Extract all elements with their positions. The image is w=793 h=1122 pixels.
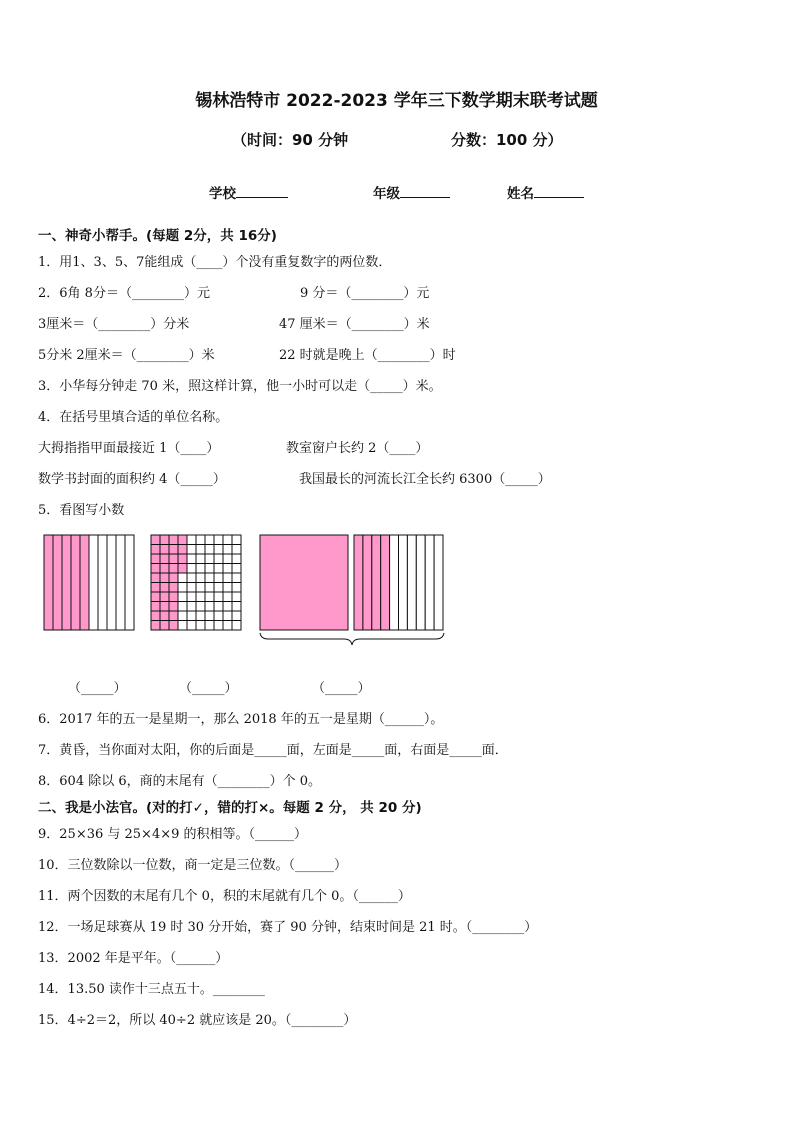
- question-2c: 3厘米＝（________）分米: [38, 317, 190, 332]
- fig2-cell-81: [223, 535, 232, 545]
- fig2-cell-75: [214, 573, 223, 583]
- fig1-strip-3: [62, 535, 71, 630]
- fig2-cell-48: [187, 602, 196, 612]
- question-2f: 22 时就是晚上（________）时: [279, 348, 456, 363]
- fig2-cell-77: [214, 592, 223, 602]
- fig2-cell-73: [214, 554, 223, 564]
- fig2-cell-67: [205, 592, 214, 602]
- fig2-cell-6: [151, 583, 160, 593]
- fig2-cell-51: [196, 535, 205, 545]
- fig2-cell-72: [214, 545, 223, 555]
- fig1-strip-7: [98, 535, 107, 630]
- fig3-strip-10: [434, 535, 443, 630]
- fig2-cell-7: [151, 592, 160, 602]
- exam-score: 分数：100 分）: [451, 131, 563, 149]
- figure-3-answer[interactable]: （_____）: [312, 681, 371, 696]
- brace-icon: [260, 633, 444, 645]
- fig2-cell-60: [196, 621, 205, 631]
- question-11: 11．两个因数的末尾有几个 0，积的末尾就有几个 0。（______）: [38, 889, 411, 904]
- fig2-cell-15: [160, 573, 169, 583]
- fig2-cell-41: [187, 535, 196, 545]
- fig2-cell-34: [178, 564, 187, 574]
- figure-1-answer[interactable]: （_____）: [68, 681, 127, 696]
- fig2-cell-87: [223, 592, 232, 602]
- fig2-cell-10: [151, 621, 160, 631]
- fig1-strip-5: [80, 535, 89, 630]
- question-6: 6．2017 年的五一是星期一，那么 2018 年的五一是星期（______）。: [38, 712, 444, 727]
- fig2-cell-1: [151, 535, 160, 545]
- fig2-cell-96: [232, 583, 241, 593]
- fig2-cell-69: [205, 611, 214, 621]
- question-9: 9．25×36 与 25×4×9 的积相等。（______）: [38, 827, 308, 842]
- school-label: 学校: [209, 186, 236, 202]
- fig3-strip-5: [390, 535, 399, 630]
- question-4c: 数学书封面的面积约 4（_____）: [38, 472, 226, 487]
- fig2-cell-50: [187, 621, 196, 631]
- fig2-cell-98: [232, 602, 241, 612]
- fig2-cell-27: [169, 592, 178, 602]
- fig1-strip-9: [116, 535, 125, 630]
- fig2-cell-54: [196, 564, 205, 574]
- fig3-strip-4: [381, 535, 390, 630]
- fig2-cell-32: [178, 545, 187, 555]
- fig3-strip-3: [372, 535, 381, 630]
- fig2-cell-52: [196, 545, 205, 555]
- fig1-strip-1: [44, 535, 53, 630]
- section-1-title: 一、神奇小帮手。(每题 2分，共 16分): [38, 228, 277, 244]
- fig2-cell-17: [160, 592, 169, 602]
- fig2-cell-45: [187, 573, 196, 583]
- question-15: 15．4÷2＝2，所以 40÷2 就应该是 20。（________）: [38, 1013, 357, 1028]
- question-12: 12．一场足球赛从 19 时 30 分开始，赛了 90 分钟，结束时间是 21 时。（________）: [38, 920, 538, 935]
- fig2-cell-2: [151, 545, 160, 555]
- fig2-cell-43: [187, 554, 196, 564]
- figure-mixed-decimal: [260, 535, 443, 630]
- question-7: 7．黄昏，当你面对太阳，你的后面是_____面，左面是_____面，右面是_____面．: [38, 743, 508, 758]
- fig2-cell-42: [187, 545, 196, 555]
- fig2-cell-91: [232, 535, 241, 545]
- fig2-cell-76: [214, 583, 223, 593]
- fig2-cell-53: [196, 554, 205, 564]
- figure-hundredths-grid: [151, 535, 241, 630]
- question-10: 10．三位数除以一位数，商一定是三位数。（______）: [38, 858, 348, 873]
- fig2-cell-66: [205, 583, 214, 593]
- question-1: 1．用1、3、5、7能组成（____）个没有重复数字的两位数．: [38, 255, 392, 270]
- fig2-cell-56: [196, 583, 205, 593]
- fig2-cell-49: [187, 611, 196, 621]
- fig2-cell-100: [232, 621, 241, 631]
- fig2-cell-80: [214, 621, 223, 631]
- fig2-cell-26: [169, 583, 178, 593]
- fig2-cell-37: [178, 592, 187, 602]
- name-label: 姓名: [507, 186, 534, 202]
- question-2a: 2．6角 8分＝（________）元: [38, 286, 210, 301]
- exam-time: （时间：90 分钟: [232, 131, 349, 149]
- question-3: 3．小华每分钟走 70 米，照这样计算，他一小时可以走（_____）米。: [38, 379, 442, 394]
- fig2-cell-44: [187, 564, 196, 574]
- fig2-cell-63: [205, 554, 214, 564]
- question-2e: 5分米 2厘米＝（________）米: [38, 348, 215, 363]
- section-2-title: 二、我是小法官。(对的打✓，错的打×。每题 2 分， 共 20 分): [38, 800, 422, 816]
- fig2-cell-16: [160, 583, 169, 593]
- fig2-cell-31: [178, 535, 187, 545]
- fig2-cell-39: [178, 611, 187, 621]
- fig2-cell-25: [169, 573, 178, 583]
- fig2-cell-71: [214, 535, 223, 545]
- question-4b: 教室窗户长约 2（____）: [286, 441, 429, 456]
- fig2-cell-21: [169, 535, 178, 545]
- figure-tenths-1: [44, 535, 134, 630]
- fig3-strip-6: [399, 535, 408, 630]
- fig3-strip-7: [407, 535, 416, 630]
- question-14: 14．13.50 读作十三点五十。________: [38, 982, 265, 997]
- fig2-cell-74: [214, 564, 223, 574]
- question-2b: 9 分＝（________）元: [300, 286, 430, 301]
- fig2-cell-8: [151, 602, 160, 612]
- fig2-cell-68: [205, 602, 214, 612]
- fig2-cell-61: [205, 535, 214, 545]
- fig2-cell-23: [169, 554, 178, 564]
- fig2-cell-33: [178, 554, 187, 564]
- fig2-cell-97: [232, 592, 241, 602]
- fig2-cell-4: [151, 564, 160, 574]
- fig3-strip-2: [363, 535, 372, 630]
- fig2-cell-11: [160, 535, 169, 545]
- fig2-cell-83: [223, 554, 232, 564]
- fig2-cell-86: [223, 583, 232, 593]
- fig2-cell-46: [187, 583, 196, 593]
- fig2-cell-28: [169, 602, 178, 612]
- fig2-cell-89: [223, 611, 232, 621]
- fig2-cell-22: [169, 545, 178, 555]
- fig2-cell-57: [196, 592, 205, 602]
- fig2-cell-90: [223, 621, 232, 631]
- question-4a: 大拇指指甲面最接近 1（____）: [38, 441, 220, 456]
- fig2-cell-36: [178, 583, 187, 593]
- fig2-cell-99: [232, 611, 241, 621]
- fig2-cell-93: [232, 554, 241, 564]
- fig2-cell-88: [223, 602, 232, 612]
- fig1-strip-10: [125, 535, 134, 630]
- fig3-strip-9: [425, 535, 434, 630]
- fig2-cell-94: [232, 564, 241, 574]
- fig2-cell-38: [178, 602, 187, 612]
- fig2-cell-79: [214, 611, 223, 621]
- fig2-cell-35: [178, 573, 187, 583]
- question-4d: 我国最长的河流长江全长约 6300（_____）: [299, 472, 551, 487]
- question-4: 4．在括号里填合适的单位名称。: [38, 410, 229, 425]
- fig2-cell-19: [160, 611, 169, 621]
- fig1-strip-6: [89, 535, 98, 630]
- question-13: 13．2002 年是平年。（______）: [38, 951, 229, 966]
- fig2-cell-95: [232, 573, 241, 583]
- fig2-cell-62: [205, 545, 214, 555]
- fig2-cell-24: [169, 564, 178, 574]
- grade-label: 年级: [373, 186, 400, 202]
- fig3-strip-1: [354, 535, 363, 630]
- page-title: 锡林浩特市 2022-2023 学年三下数学期末联考试题: [195, 91, 598, 111]
- fig2-cell-84: [223, 564, 232, 574]
- fig2-cell-30: [169, 621, 178, 631]
- fig2-cell-82: [223, 545, 232, 555]
- fig2-cell-70: [205, 621, 214, 631]
- fig3-strip-8: [416, 535, 425, 630]
- question-8: 8．604 除以 6，商的末尾有（________）个 0。: [38, 774, 322, 789]
- fig2-cell-55: [196, 573, 205, 583]
- fig3-whole-square: [260, 535, 348, 630]
- fig2-cell-14: [160, 564, 169, 574]
- fig2-cell-58: [196, 602, 205, 612]
- fig2-cell-13: [160, 554, 169, 564]
- fig2-cell-47: [187, 592, 196, 602]
- fig2-cell-40: [178, 621, 187, 631]
- fig2-cell-29: [169, 611, 178, 621]
- fig2-cell-85: [223, 573, 232, 583]
- fig2-cell-65: [205, 573, 214, 583]
- fig2-cell-18: [160, 602, 169, 612]
- fig2-cell-92: [232, 545, 241, 555]
- fig2-cell-20: [160, 621, 169, 631]
- fig2-cell-5: [151, 573, 160, 583]
- fig1-strip-8: [107, 535, 116, 630]
- figure-2-answer[interactable]: （_____）: [179, 681, 238, 696]
- fig2-cell-78: [214, 602, 223, 612]
- fig1-strip-4: [71, 535, 80, 630]
- question-2d: 47 厘米＝（________）米: [279, 317, 430, 332]
- fig2-cell-64: [205, 564, 214, 574]
- fig2-cell-9: [151, 611, 160, 621]
- fig2-cell-3: [151, 554, 160, 564]
- fig2-cell-59: [196, 611, 205, 621]
- question-5: 5．看图写小数: [38, 503, 125, 518]
- fig2-cell-12: [160, 545, 169, 555]
- fig1-strip-2: [53, 535, 62, 630]
